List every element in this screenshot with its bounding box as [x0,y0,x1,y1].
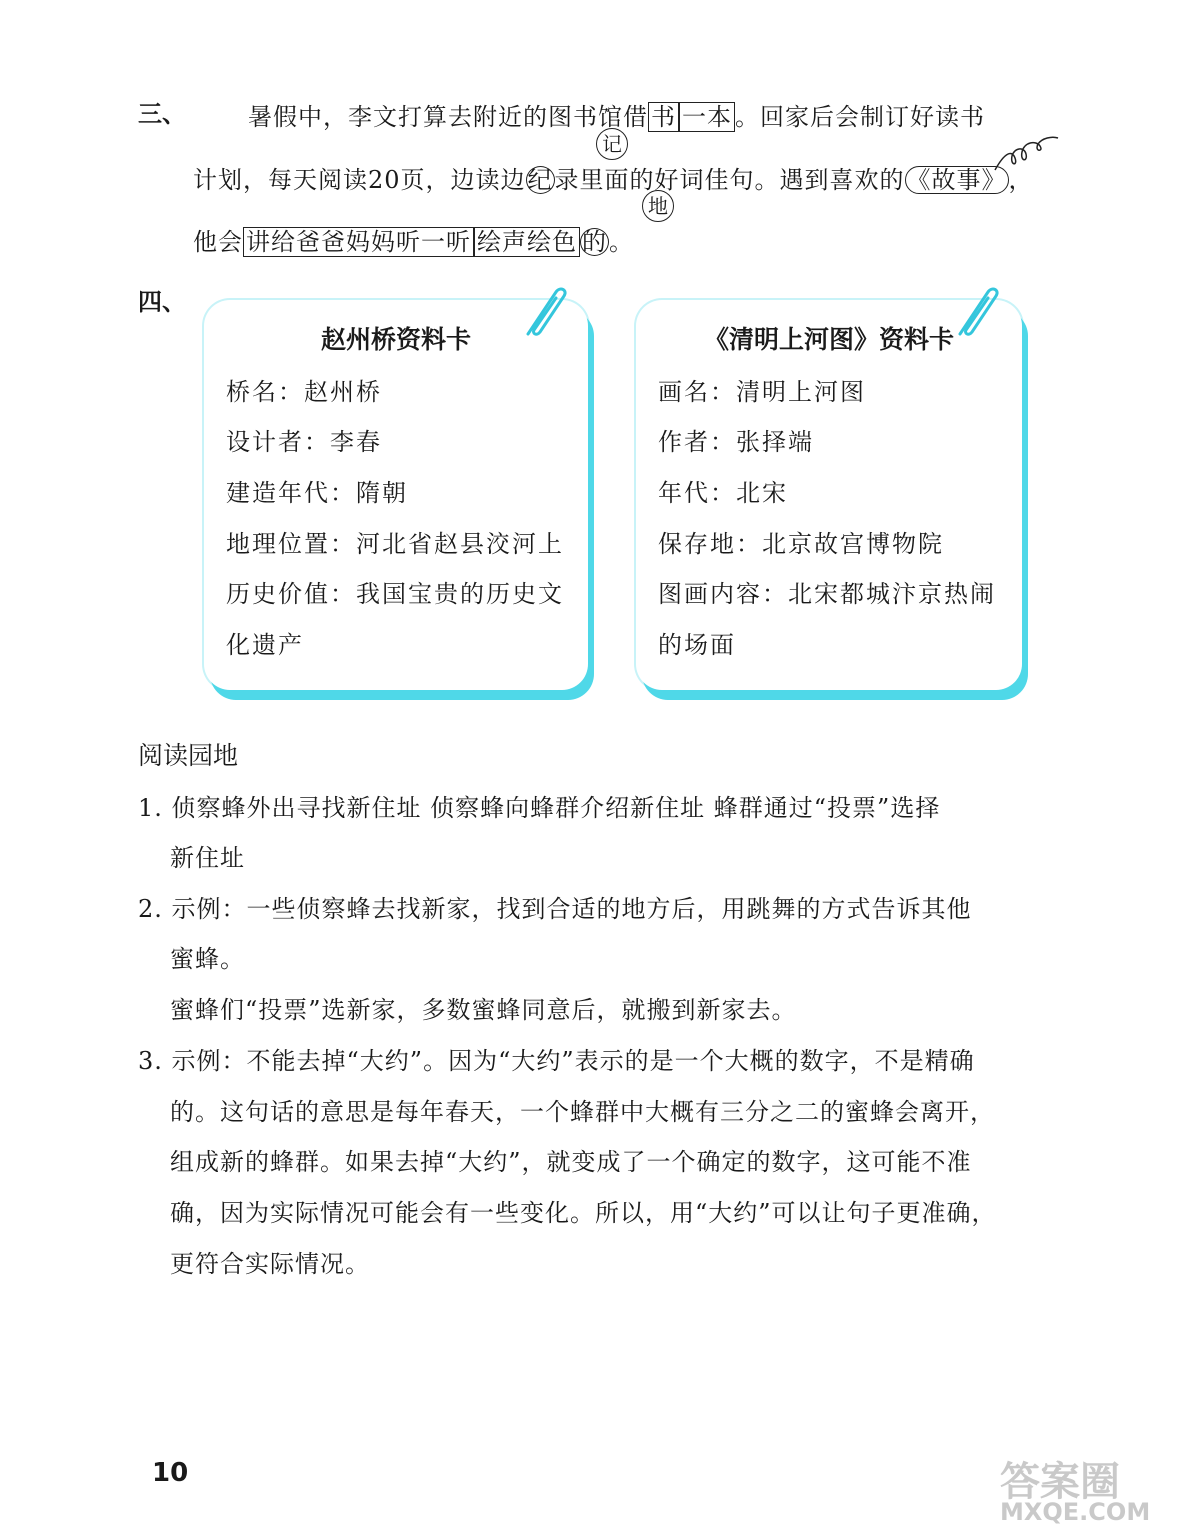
qingming-painting-card [636,300,1022,690]
s3-line2-mid: 录里面的好词佳句。遇到喜欢的 [554,166,905,194]
s3-line1-post: 。回家后会制订好读书 [735,103,985,131]
card-2-title: 《清明上河图》资料卡 [703,325,954,354]
answer-line: 1. 侦察蜂外出寻找新住址 侦察蜂向蜂群介绍新住址 蜂群通过“投票”选择 [138,794,941,822]
card-2-line: 保存地：北京故宫博物院 [658,530,944,558]
section-3-line-1 [248,97,985,132]
card-2-line: 年代：北宋 [658,479,788,507]
s3-line3-post: 。 [609,228,634,256]
circled-book-title: 《故事》 [906,166,1007,194]
answer-line: 蜜蜂。 [170,945,245,973]
answer-line: 2. 示例：一些侦察蜂去找新家，找到合适的地方后，用跳舞的方式告诉其他 [138,895,972,923]
card-2-line: 画名：清明上河图 [658,378,866,406]
s3-line2-post: ， [1008,166,1034,194]
section-3-line-3 [193,222,634,257]
reading-section-title: 阅读园地 [138,741,239,770]
s3-line2-pre: 计划，每天阅读20页，边读边 [193,166,526,194]
boxed-word-yiben: 一本 [679,102,735,132]
answer-line: 蜜蜂们“投票”选新家，多数蜜蜂同意后，就搬到新家去。 [170,996,797,1024]
page-number: 10 [152,1458,189,1488]
answer-line: 的。这句话的意思是每年春天，一个蜂群中大概有三分之二的蜜蜂会离开， [170,1098,995,1126]
card-1-line: 化遗产 [226,631,304,659]
paperclip-icon [520,282,568,338]
circled-char-ji: 纪 [527,166,553,194]
answer-line: 3. 示例：不能去掉“大约”。因为“大约”表示的是一个大概的数字，不是精确 [138,1047,975,1075]
section-3-line-2 [193,160,1034,195]
circled-char-de: 的 [582,228,607,256]
section-3-label: 三、 [138,99,186,128]
card-1-line: 历史价值：我国宝贵的历史文 [226,580,564,608]
card-1-title: 赵州桥资料卡 [320,325,471,354]
watermark-url: MXQE.COM [1000,1498,1151,1526]
s3-line1-pre: 暑假中，李文打算去附近的图书馆借 [248,103,648,131]
s3-line3-pre: 他会 [193,228,243,256]
correction-ji: 记 [596,128,628,160]
zhaozhou-bridge-card [204,300,588,690]
boxed-phrase-vivid: 绘声绘色 [474,227,580,257]
answer-line: 更符合实际情况。 [170,1250,370,1278]
card-2-line: 的场面 [658,631,736,659]
answer-line: 确，因为实际情况可能会有一些变化。所以，用“大约”可以让句子更准确， [170,1199,997,1227]
card-1-line: 地理位置：河北省赵县洨河上 [226,530,564,558]
card-2-line: 图画内容：北宋都城汴京热闹 [658,580,996,608]
answer-line: 新住址 [170,844,245,872]
card-1-line: 桥名：赵州桥 [226,378,382,406]
boxed-phrase-tell: 讲给爸爸妈妈听一听 [243,227,474,257]
card-2-line: 作者：张择端 [658,428,814,456]
correction-di: 地 [642,190,674,222]
answer-line: 组成新的蜂群。如果去掉“大约”，就变成了一个确定的数字，这可能不准 [170,1148,972,1176]
card-1-line: 建造年代：隋朝 [226,479,408,507]
boxed-word-shu: 书 [648,102,679,132]
card-1-line: 设计者：李春 [226,428,382,456]
paperclip-icon [952,282,1000,338]
watermark-logo: 答案圈 [1000,1459,1120,1505]
section-4-label: 四、 [138,287,186,316]
